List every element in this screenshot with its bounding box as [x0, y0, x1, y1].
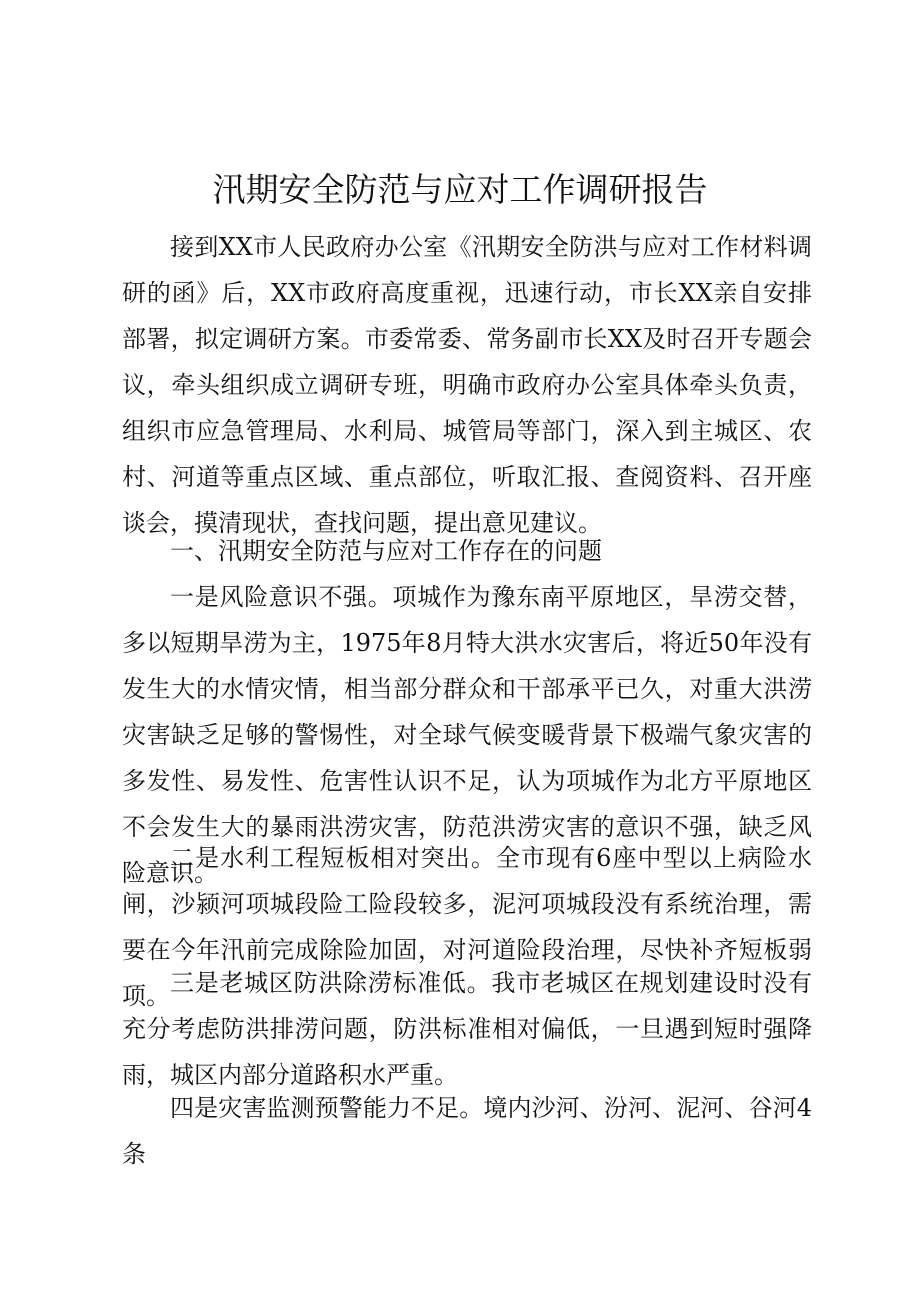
document-title: 汛期安全防范与应对工作调研报告	[212, 170, 708, 209]
issue-paragraph-1: 一是风险意识不强。项城作为豫东南平原地区，旱涝交替，多以短期旱涝为主，1975年8月特大洪水灾害后，将近50年没有发生大的水情灾情，相当部分群众和干部承平已久，对重大洪涝灾害缺乏足够的警惕性，对全球气候变暖背景下极端气象灾害的多发性、易发性、危害性认识不足，认为项城作为北方平原地区不会发生大的暴雨洪涝灾害，防范洪涝灾害的意识不强，缺乏风险意识。	[122, 583, 812, 887]
issue-paragraph-4: 四是灾害监测预警能力不足。境内沙河、汾河、泥河、谷河4条	[122, 1094, 812, 1168]
issue-paragraph-2: 二是水利工程短板相对突出。全市现有6座中型以上病险水闸，沙颍河项城段险工险段较多，泥河项城段没有系统治理，需要在今年汛前完成除险加固，对河道险段治理，尽快补齐短板弱项。	[122, 844, 812, 1010]
section-heading: 一、汛期安全防范与应对工作存在的问题	[170, 537, 602, 565]
intro-paragraph: 接到XX市人民政府办公室《汛期安全防洪与应对工作材料调研的函》后，XX市政府高度重视，迅速行动，市长XX亲自安排部署，拟定调研方案。市委常委、常务副市长XX及时召开专题会议，牵头组织成立调研专班，明确市政府办公室具体牵头负责，组织市应急管理局、水利局、城管局等部门，深入到主城区、农村、河道等重点区域、重点部位，听取汇报、查阅资料、召开座谈会，摸清现状，查找问题，提出意见建议。	[122, 233, 812, 537]
issue-paragraph-3: 三是老城区防洪除涝标准低。我市老城区在规划建设时没有充分考虑防洪排涝问题，防洪标准相对偏低，一旦遇到短时强降雨，城区内部分道路积水严重。	[122, 969, 812, 1089]
